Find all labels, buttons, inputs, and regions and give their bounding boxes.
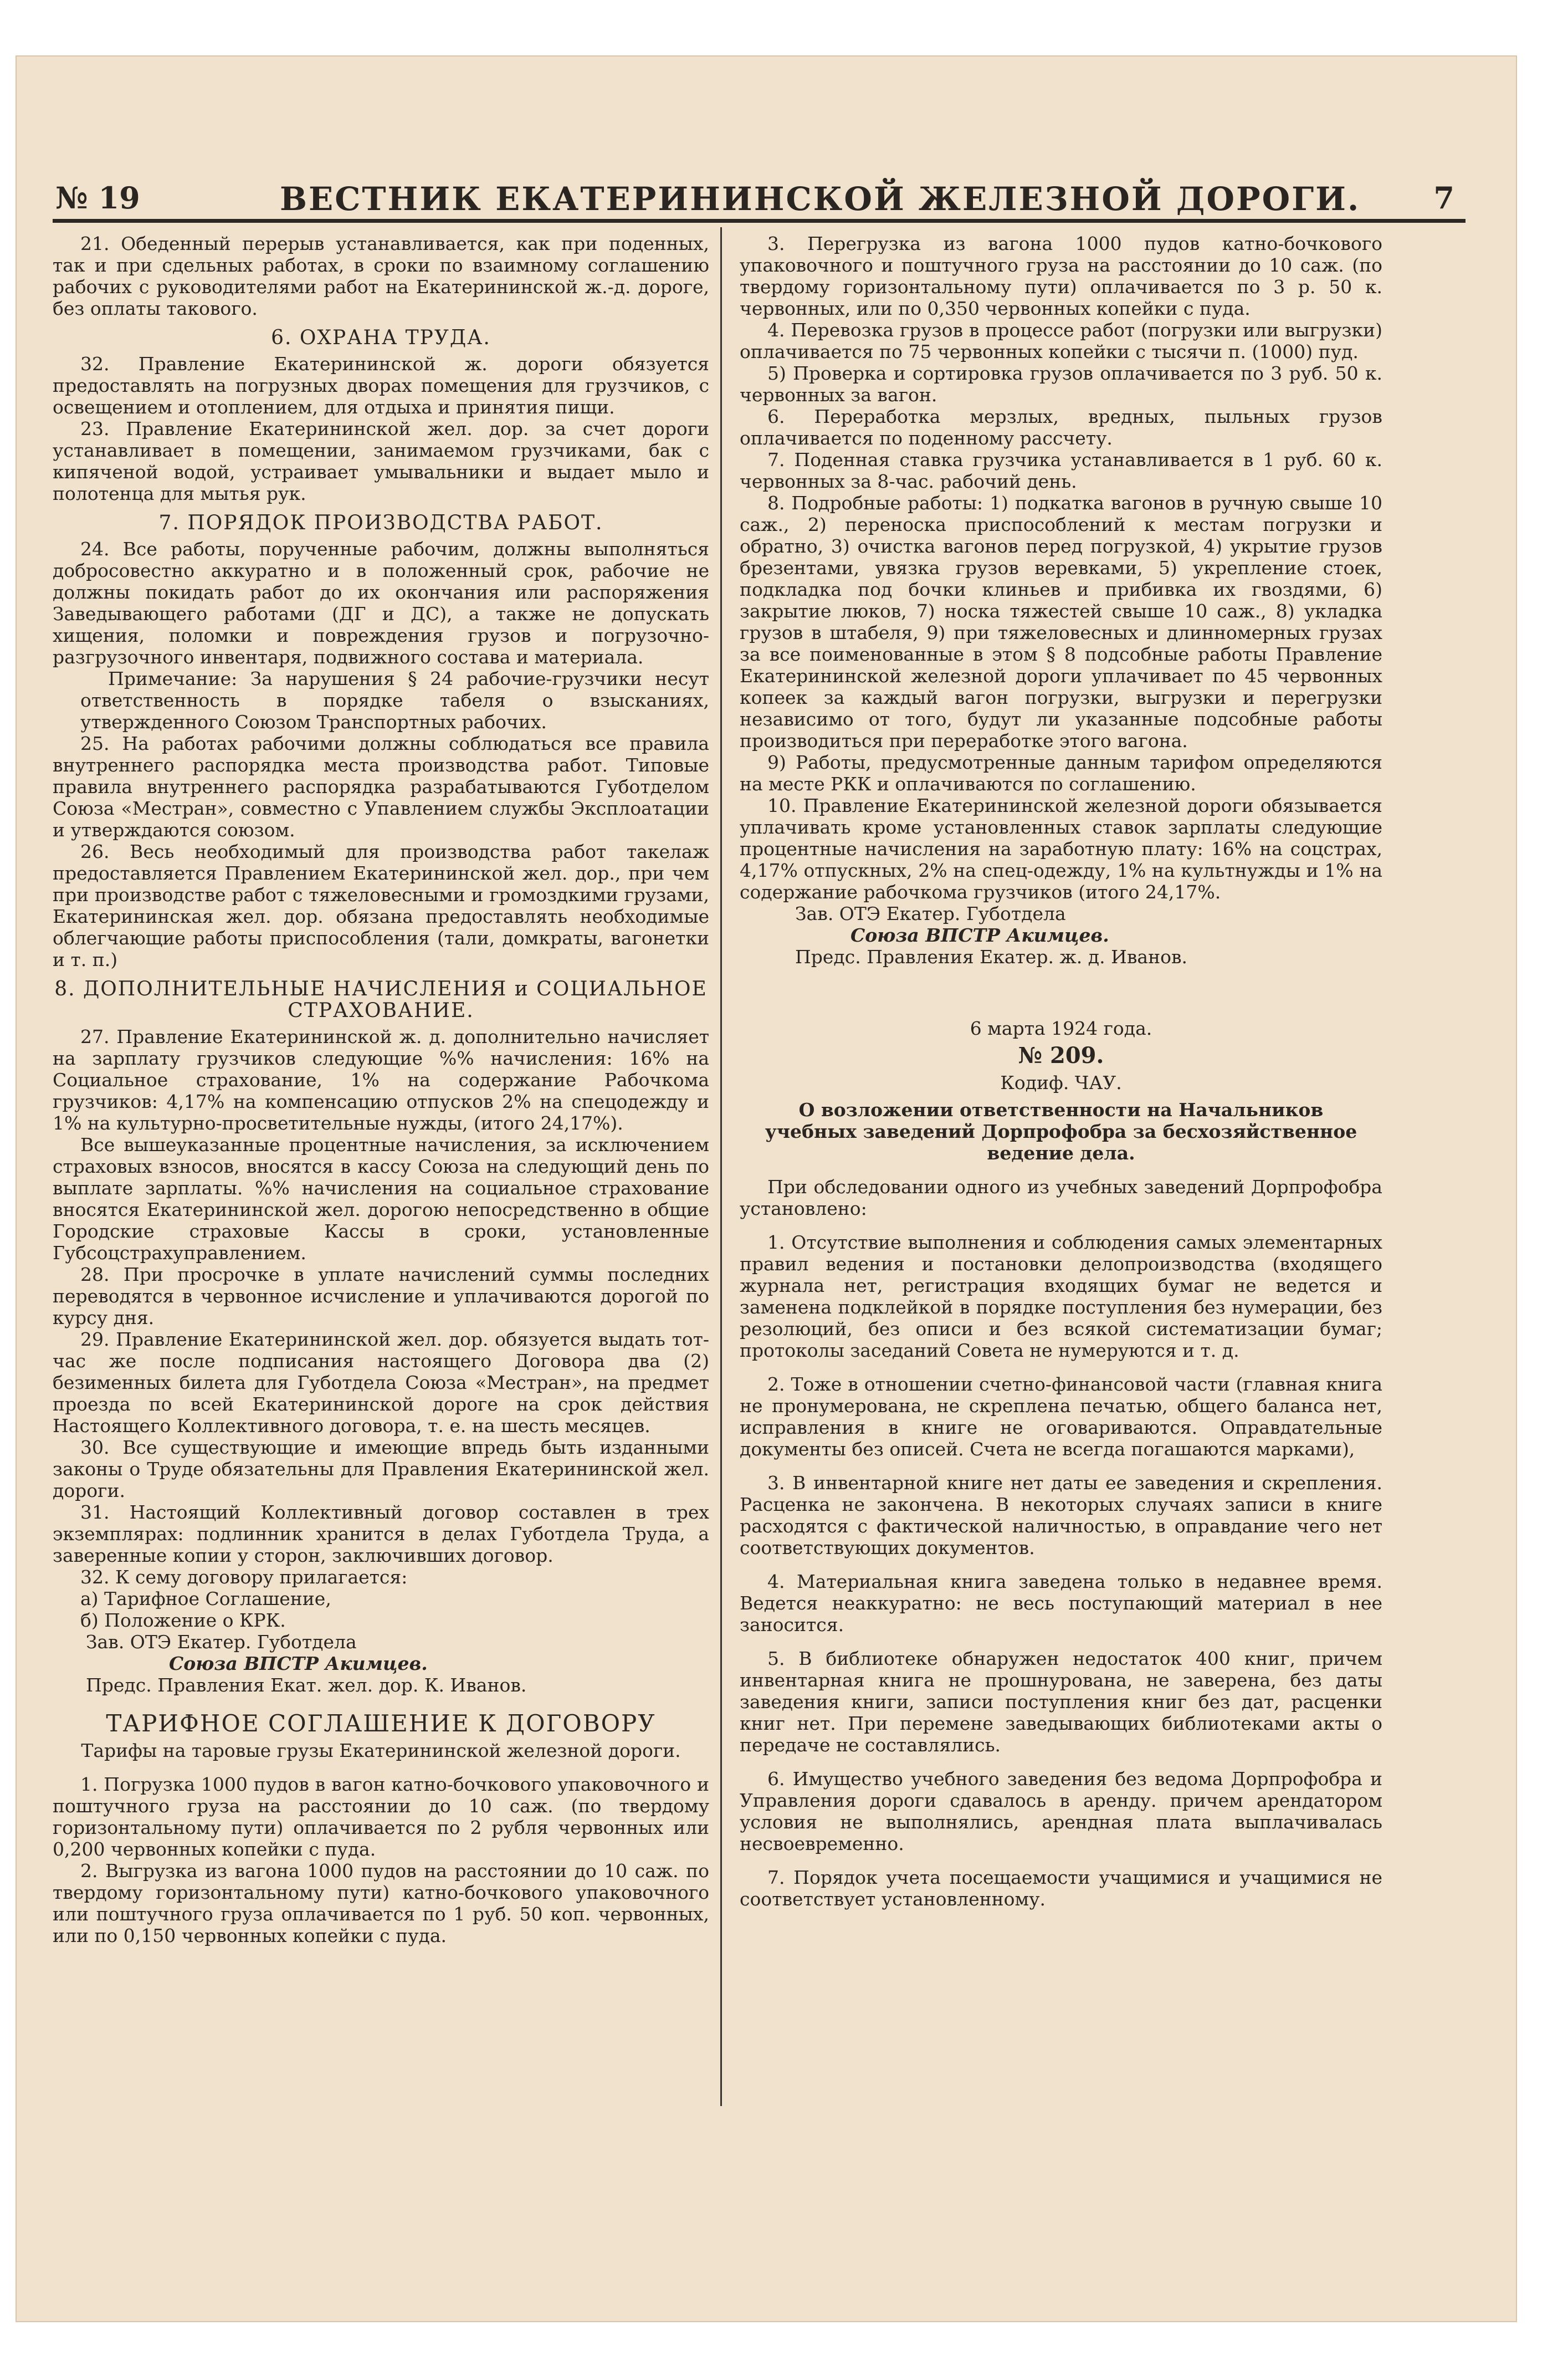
tariff-item-5: 5) Проверка и сортировка грузов оплачивается по 3 руб. 50 к. червонных за вагон. <box>740 362 1382 406</box>
paragraph-26: 26. Весь необходимый для производства работ такелаж предоставляется Правлением Екатерининской жел. дор., при чем при производстве работ с тяжеловесными и громоздкими грузами, Екатерининская жел. дор. обязана предоставлять необходимые облегчающие работы приспособления (тали, домкраты, вагонетки и т. п.) <box>53 841 709 970</box>
page-header <box>53 180 1465 223</box>
right-signature-line-1: Зав. ОТЭ Екатер. Губотдела <box>795 903 1066 924</box>
tariff-subheading: Тарифы на таровые грузы Екатерининской железной дороги. <box>81 1740 681 1761</box>
issue-number: № 19 <box>55 180 140 216</box>
tariff-item-3: 3. Перегрузка из вагона 1000 пудов катно-бочкового упаковочного и поштучного груза на расстоянии до 10 саж. (по твердому горизонтальному пути) оплачивается по 3 р. 50 к. червонных, или по 0,350 червонных копейки с пуда. <box>740 233 1382 319</box>
finding-3: 3. В инвентарной книге нет даты ее заведения и скрепления. Расценка не закончена. В некоторых случаях записи в книге расходятся с фактической наличностью, в оправдание чего нет соответствующих документов. <box>740 1472 1382 1558</box>
order-number: № 209. <box>1018 1042 1104 1069</box>
attachment-item-a: а) Тарифное Соглашение, <box>80 1588 331 1609</box>
order-date: 6 марта 1924 года. <box>970 1018 1152 1039</box>
paragraph-28: 28. При просрочке в уплате начислений суммы последних переводятся в червонное исчисление и уплачиваются дорогой по курсу дня. <box>53 1264 709 1328</box>
tariff-item-6: 6. Переработка мерзлых, вредных, пыльных грузов оплачивается по поденному рассчету. <box>740 406 1382 449</box>
column-divider <box>720 227 722 2106</box>
tariff-item-4: 4. Перевозка грузов в процессе работ (погрузки или выгрузки) оплачивается по 75 червонных копейки с тысячи п. (1000) пуд. <box>740 319 1382 362</box>
right-signature-line-3: Предс. Правления Екатер. ж. д. Иванов. <box>795 946 1188 968</box>
codification: Кодиф. ЧАУ. <box>1000 1072 1122 1093</box>
tariff-item-10: 10. Правление Екатерининской железной дороги обязывается уплачивать кроме установленных ставок зарплаты следующие процентные начисления на заработную плату: 16% на соцстрах, 4,17% отпускных, 2% на спец-одежду, 1% на культнужды и 1% на содержание рабочкома грузчиков (итого 24,17%. <box>740 795 1382 903</box>
paragraph-23: 23. Правление Екатерининской жел. дор. за счет дороги устанавливает в помещении, занимаемом грузчиками, бак с кипяченой водой, устраивает умывальники и выдает мыло и полотенца для мытья рук. <box>53 418 709 504</box>
paragraph-24: 24. Все работы, порученные рабочим, должны выполняться добросовестно аккуратно и в положенный срок, рабочие не должны покидать работ до их окончания или распоряжения Заведывающего работами (ДГ и ДС), а также не допускать хищения, поломки и повреждения грузов и погрузочно-разгрузочного инвентаря, подвижного состава и материала. <box>53 538 709 668</box>
finding-4: 4. Материальная книга заведена только в недавнее время. Ведется неаккуратно: не весь поступающий материал в нее заносится. <box>740 1571 1382 1636</box>
paragraph-22: 32. Правление Екатерининской ж. дороги обязуется предоставлять на погрузных дворах помещения для грузчиков, с освещением и отоплением, для отдыха и принятия пищи. <box>53 353 709 418</box>
left-column <box>53 233 709 1946</box>
signature-line-2: Союза ВПСТР Акимцев. <box>169 1653 428 1674</box>
attachment-item-b: б) Положение о КРК. <box>80 1609 286 1631</box>
tariff-item-7: 7. Поденная ставка грузчика устанавливается в 1 руб. 60 к. червонных за 8-час. рабочий день. <box>740 449 1382 492</box>
paragraph-31: 31. Настоящий Коллективный договор составлен в трех экземплярах: подлинник хранится в делах Губотдела Труда, а заверенные копии у сторон, заключивших договор. <box>53 1501 709 1566</box>
finding-6: 6. Имущество учебного заведения без ведома Дорпрофобра и Управления дороги сдавалось в аренду. причем арендатором условия не выполнялись, арендная плата выплачивалась несвоевременно. <box>740 1768 1382 1854</box>
paragraph-29: 29. Правление Екатерининской жел. дор. обязуется выдать тот-час же после подписания настоящего Договора два (2) безименных билета для Губотдела Союза «Местран», на предмет проезда по всей Екатерининской дороге на срок действия Настоящего Коллективного договора, т. е. на шесть месяцев. <box>53 1328 709 1437</box>
signature-line-1: Зав. ОТЭ Екатер. Губотдела <box>86 1631 357 1653</box>
paragraph-21: 21. Обеденный перерыв устанавливается, как при поденных, так и при сдельных работах, в сроки по взаимному соглашению рабочих с руководителями работ на Екатерининской ж.-д. дороге, без оплаты такового. <box>53 233 709 319</box>
section-heading-6: 6. ОХРАНА ТРУДА. <box>271 326 491 349</box>
finding-7: 7. Порядок учета посещаемости учащимися и учащимися не соответствует установленному. <box>740 1867 1382 1910</box>
order-intro: При обследовании одного из учебных заведений Дорпрофобра установлено: <box>740 1176 1382 1219</box>
section-heading-8: 8. ДОПОЛНИТЕЛЬНЫЕ НАЧИСЛЕНИЯ и СОЦИАЛЬНОЕ СТРАХОВАНИЕ. <box>54 978 708 1022</box>
tariff-item-9: 9) Работы, предусмотренные данным тарифом определяются на месте РКК и оплачиваются по соглашению. <box>740 752 1382 795</box>
paragraph-32: 32. К сему договору прилагается: <box>80 1566 408 1588</box>
newspaper-title: ВЕСТНИК ЕКАТЕРИНИНСКОЙ ЖЕЛЕЗНОЙ ДОРОГИ. <box>280 180 1361 218</box>
tariff-item-8: 8. Подробные работы: 1) подкатка вагонов в ручную свыше 10 саж., 2) переноска приспособлений к местам погрузки и обратно, 3) очистка вагонов перед погрузкой, 4) укрытие грузов брезентами, увязка грузов веревками, 5) укрепление стоек, подкладка под бочки клиньев и прибивка их гвоздями, 6) закрытие люков, 7) носка тяжестей свыше 10 саж., 8) укладка грузов в штабеля, 9) при тяжеловесных и длинномерных грузах за все поименованные в этом § 8 подсобные работы Правление Екатерининской железной дороги уплачивает по 45 червонных копеек за каждый вагон погрузки, выгрузки и перегрузки независимо от того, будут ли указанные подсобные работы производиться при переработке этого вагона. <box>740 492 1382 752</box>
finding-2: 2. Тоже в отношении счетно-финансовой части (главная книга не пронумерована, не скреплена печатью, общего баланса нет, исправления в книге не оговариваются. Оправдательные документы без описей. Счета не всегда погашаются марками), <box>740 1373 1382 1460</box>
finding-5: 5. В библиотеке обнаружен недостаток 400 книг, причем инвентарная книга не прошнурована, не заверена, без даты заведения книги, записи поступления книг без дат, расценки книг нет. При перемене заведывающих библиотеками акты о передаче не составлялись. <box>740 1648 1382 1756</box>
signature-line-3: Предс. Правления Екат. жел. дор. К. Иванов. <box>86 1674 527 1696</box>
tariff-heading: ТАРИФНОЕ СОГЛАШЕНИЕ К ДОГОВОРУ <box>106 1710 656 1737</box>
tariff-item-1: 1. Погрузка 1000 пудов в вагон катно-бочкового упаковочного и поштучного груза на расстоянии до 10 саж. (по твердому горизонтальному пути) оплачивается по 2 рубля червонных или 0,200 червонных копейки с пуда. <box>53 1774 709 1860</box>
paragraph-25: 25. На работах рабочими должны соблюдаться все правила внутреннего распорядка места производства работ. Типовые правила внутреннего распорядка разрабатываются Губотделом Союза «Местран», совместно с Упавлением службы Эксплоатации и утверждаются союзом. <box>53 733 709 841</box>
tariff-item-2: 2. Выгрузка из вагона 1000 пудов на расстоянии до 10 саж. по твердому горизонтальному пути) катно-бочкового упаковочного или поштучного груза оплачивается по 1 руб. 50 коп. червонных, или по 0,150 червонных копейки с пуда. <box>53 1860 709 1946</box>
right-column <box>740 233 1382 1910</box>
order-title: О возложении ответственности на Начальников учебных заведений Дорпрофобра за бесхозяйственное ведение дела. <box>765 1099 1357 1164</box>
right-signature-line-2: Союза ВПСТР Акимцев. <box>850 924 1109 946</box>
paragraph-27: 27. Правление Екатерининской ж. д. дополнительно начисляет на зарплату грузчиков следующие %% начисления: 16% на Социальное страхование, 1% на содержание Рабочкома грузчиков: 4,17% на компенсацию отпусков 2% на спецодежду и 1% на культурно-просветительные нужды, (итого 24,17%). <box>53 1026 709 1134</box>
paragraph-30: 30. Все существующие и имеющие впредь быть изданными законы о Труде обязательны для Правления Екатерининской жел. дороги. <box>53 1437 709 1501</box>
page-number: 7 <box>1433 180 1454 216</box>
finding-1: 1. Отсутствие выполнения и соблюдения самых элементарных правил ведения и постановки делопроизводства (входящего журнала нет, регистрация входящих бумаг не ведется и заменена подклейкой в порядке поступления без нумерации, без резолюций, без описи и без всякой систематизации бумаг; протоколы заседаний Совета не нумеруются и т. д. <box>740 1231 1382 1361</box>
note-paragraph: Примечание: За нарушения § 24 рабочие-грузчики несут ответственность в порядке табеля о взысканиях, утвержденного Союзом Транспортных рабочих. <box>80 668 709 733</box>
section-heading-7: 7. ПОРЯДОК ПРОИЗВОДСТВА РАБОТ. <box>158 512 603 534</box>
paragraph-27-continued: Все вышеуказанные процентные начисления, за исключением страховых взносов, вносятся в кассу Союза на следующий день по выплате зарплаты. %% начисления на социальное страхование вносятся Екатерининской жел. дорогою непосредственно в общие Городские страховые Кассы в сроки, установленные Губсоцстрахуправлением. <box>53 1134 709 1264</box>
